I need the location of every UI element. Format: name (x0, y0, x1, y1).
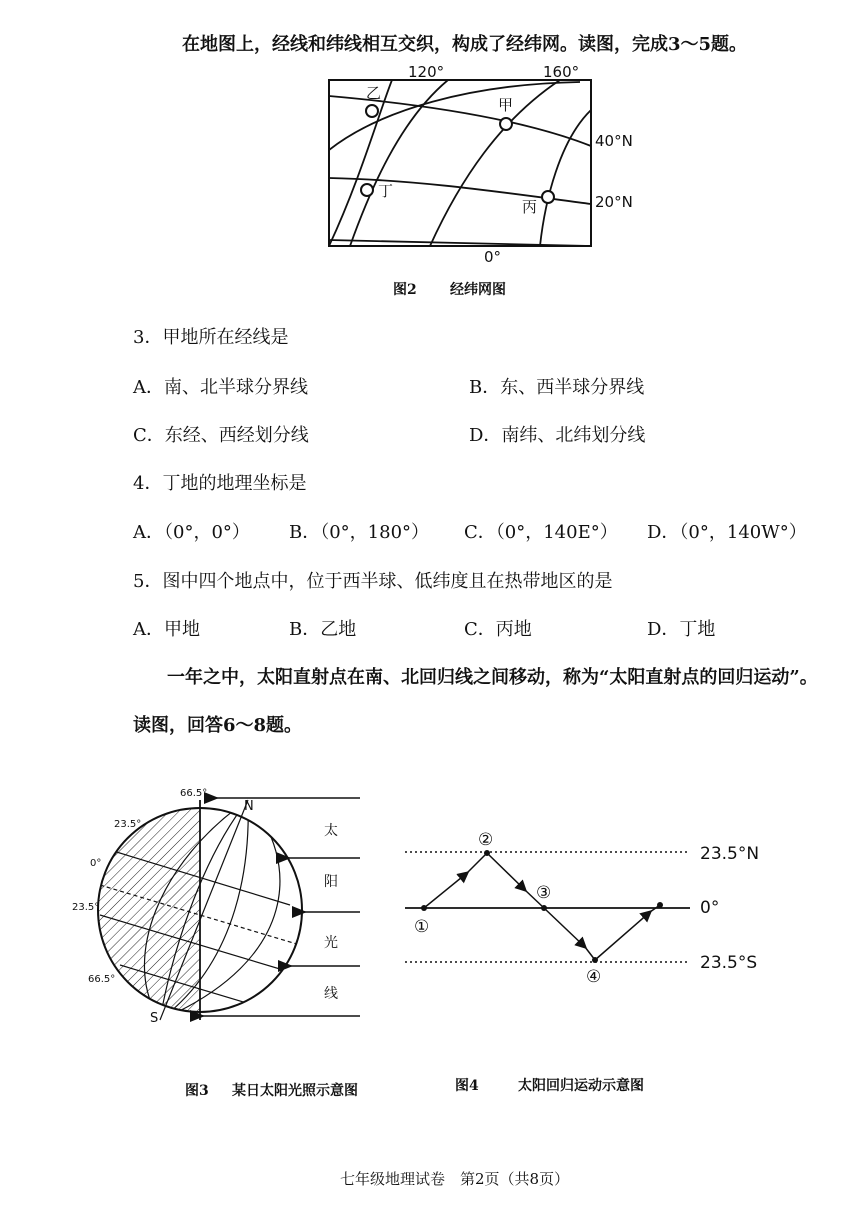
q4-stem: 4．丁地的地理坐标是 (133, 473, 307, 494)
path-arrow (424, 873, 467, 908)
point-1-label: ① (414, 917, 430, 937)
page-footer: 七年级地理试卷 第2页（共8页） (340, 1170, 570, 1188)
sunlight-globe-diagram (60, 770, 370, 1040)
q3-option-b[interactable]: B．东、西半球分界线 (469, 377, 645, 398)
path-segment (467, 853, 487, 873)
parallel-line (329, 96, 591, 146)
label-0: 0° (484, 248, 502, 266)
intro-text-1: 在地图上，经线和纬线相互交织，构成了经纬网。读图，完成3～5题。 (182, 34, 748, 55)
point-3-label: ③ (536, 883, 552, 903)
q4-option-a[interactable]: A．（0°，0°） (133, 522, 250, 543)
label-ding: 丁 (378, 182, 394, 200)
label-jia: 甲 (498, 96, 514, 114)
q4-option-b[interactable]: B．（0°，180°） (289, 522, 430, 543)
label-yi: 乙 (366, 84, 382, 102)
q3-stem: 3．甲地所在经线是 (133, 327, 289, 348)
q5-option-b[interactable]: B．乙地 (289, 619, 357, 640)
label-40n: 40°N (595, 132, 633, 150)
point-yi (366, 105, 378, 117)
label-bing: 丙 (522, 198, 538, 216)
intro-text-2-line2: 读图，回答6～8题。 (133, 715, 303, 736)
point-2-label: ② (478, 830, 494, 850)
fig2-caption-title: 经纬网图 (450, 282, 506, 298)
label-20n: 20°N (595, 193, 633, 211)
point-1-dot (421, 905, 427, 911)
path-arrow (595, 912, 650, 960)
point-jia (500, 118, 512, 130)
point-5-dot (657, 902, 663, 908)
point-4-dot (592, 957, 598, 963)
lat-label-23s: 23.5° (72, 902, 100, 913)
pole-n-label: N (244, 799, 254, 814)
label-120: 120° (408, 63, 445, 81)
q3-option-d[interactable]: D．南纬、北纬划分线 (469, 425, 646, 446)
sun-char-3: 光 (324, 935, 338, 951)
label-equator: 0° (700, 898, 720, 918)
path-arrow (487, 853, 525, 890)
map-frame (329, 80, 591, 246)
q5-stem: 5．图中四个地点中，位于西半球、低纬度且在热带地区的是 (133, 571, 613, 592)
fig4-caption-title: 太阳回归运动示意图 (518, 1078, 644, 1094)
path-arrow (544, 908, 585, 947)
lat-label-23n: 23.5° (114, 819, 142, 830)
sun-char-1: 太 (324, 823, 338, 839)
q3-option-c[interactable]: C．东经、西经划分线 (133, 425, 309, 446)
intro-text-2-line1: 一年之中，太阳直射点在南、北回归线之间移动，称为“太阳直射点的回归运动”。 (167, 667, 818, 688)
q4-option-c[interactable]: C．（0°，140E°） (464, 522, 618, 543)
meridian-line (430, 80, 560, 246)
q5-option-c[interactable]: C．丙地 (464, 619, 532, 640)
label-23s: 23.5°S (700, 953, 758, 973)
q3-option-a[interactable]: A．南、北半球分界线 (133, 377, 308, 398)
pole-s-label: S (150, 1011, 159, 1026)
q5-option-d[interactable]: D．丁地 (647, 619, 716, 640)
label-23n: 23.5°N (700, 844, 760, 864)
fig2-caption-num: 图2 (393, 282, 417, 298)
solar-migration-diagram (395, 820, 775, 990)
graticule-map (300, 58, 660, 268)
lat-label-66s: 66.5° (88, 974, 116, 985)
point-4-label: ④ (586, 967, 602, 987)
sun-char-4: 线 (324, 986, 338, 1002)
meridian-line (540, 110, 591, 246)
sun-char-2: 阳 (324, 874, 338, 890)
fig3-caption-num: 图3 (185, 1083, 209, 1099)
q5-option-a[interactable]: A．甲地 (133, 619, 200, 640)
point-3-dot (541, 905, 547, 911)
meridian-line (350, 80, 448, 246)
q4-option-d[interactable]: D．（0°，140W°） (647, 522, 807, 543)
fig4-caption-num: 图4 (455, 1078, 479, 1094)
meridian-line (329, 80, 392, 246)
fig3-caption-title: 某日太阳光照示意图 (232, 1083, 358, 1099)
lat-label-0: 0° (90, 858, 102, 869)
label-160: 160° (543, 63, 580, 81)
point-bing (542, 191, 554, 203)
point-ding (361, 184, 373, 196)
point-2-dot (484, 850, 490, 856)
lat-label-66n: 66.5° (180, 788, 208, 799)
